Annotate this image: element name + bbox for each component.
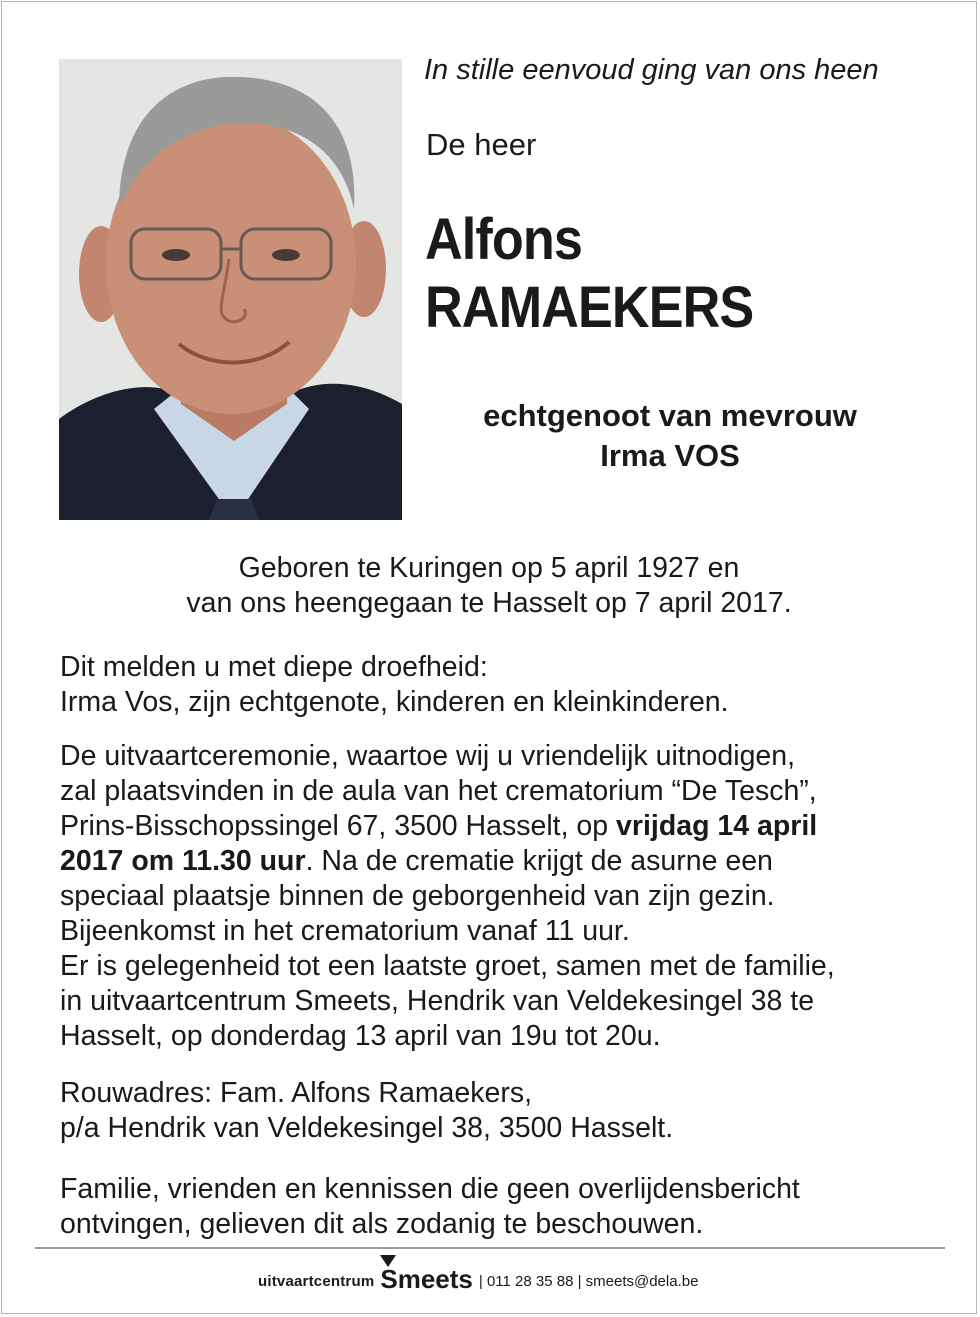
ceremony-time: 2017 om 11.30 uur	[60, 845, 306, 877]
spouse-info	[420, 396, 920, 476]
paragraph-line: De uitvaartceremonie, waartoe wij u vriendelijk uitnodigen,	[60, 740, 796, 772]
paragraph-line: Rouwadres: Fam. Alfons Ramaekers,	[60, 1077, 533, 1109]
spouse-line-1: echtgenoot van mevrouw	[483, 398, 857, 433]
birth-line-2: van ons heengegaan te Hasselt op 7 april 2017.	[186, 587, 792, 619]
mourning-address-paragraph	[60, 1076, 940, 1146]
birth-death-info	[59, 551, 919, 621]
last-name: RAMAEKERS	[425, 275, 754, 340]
portrait-icon	[59, 59, 402, 520]
paragraph-line: in uitvaartcentrum Smeets, Hendrik van Veldekesingel 38 te	[60, 985, 815, 1017]
paragraph-line: ontvingen, gelieven dit als zodanig te beschouwen.	[60, 1208, 704, 1240]
ceremony-paragraph	[60, 739, 940, 1054]
deceased-name	[425, 206, 753, 342]
paragraph-line: Irma Vos, zijn echtgenote, kinderen en kleinkinderen.	[60, 686, 729, 718]
ceremony-date: vrijdag 14 april	[616, 810, 818, 842]
paragraph-line: p/a Hendrik van Veldekesingel 38, 3500 Hasselt.	[60, 1112, 674, 1144]
paragraph-text: Prins-Bisschopssingel 67, 3500 Hasselt, op	[60, 810, 617, 842]
spouse-line-2: Irma VOS	[600, 438, 740, 473]
brand-name: Smeets	[380, 1264, 473, 1294]
footer	[258, 1264, 778, 1295]
intro-text: In stille eenvoud ging van ons heen	[424, 54, 879, 86]
paragraph-line	[60, 844, 940, 879]
title-prefix: De heer	[426, 127, 537, 162]
paragraph-line: Er is gelegenheid tot een laatste groet, samen met de familie,	[60, 950, 835, 982]
closing-paragraph	[60, 1172, 940, 1242]
paragraph-line: Bijeenkomst in het crematorium vanaf 11 uur.	[60, 915, 630, 947]
birth-line-1: Geboren te Kuringen op 5 april 1927 en	[238, 552, 740, 584]
portrait-photo	[59, 59, 402, 520]
brand-prefix: uitvaartcentrum	[258, 1273, 375, 1290]
paragraph-line: Dit melden u met diepe droefheid:	[60, 651, 488, 683]
paragraph-line: Hasselt, op donderdag 13 april van 19u tot 20u.	[60, 1020, 661, 1052]
announcement-paragraph	[60, 650, 940, 720]
paragraph-line	[60, 809, 940, 844]
contact-info: | 011 28 35 88 | smeets@dela.be	[478, 1273, 699, 1290]
paragraph-text: . Na de crematie krijgt de asurne een	[305, 845, 773, 877]
paragraph-line: speciaal plaatsje binnen de geborgenheid van zijn gezin.	[60, 880, 775, 912]
first-name: Alfons	[425, 207, 582, 272]
paragraph-line: zal plaatsvinden in de aula van het crematorium “De Tesch”,	[60, 775, 817, 807]
paragraph-line: Familie, vrienden en kennissen die geen overlijdensbericht	[60, 1173, 800, 1205]
footer-divider	[35, 1247, 945, 1249]
